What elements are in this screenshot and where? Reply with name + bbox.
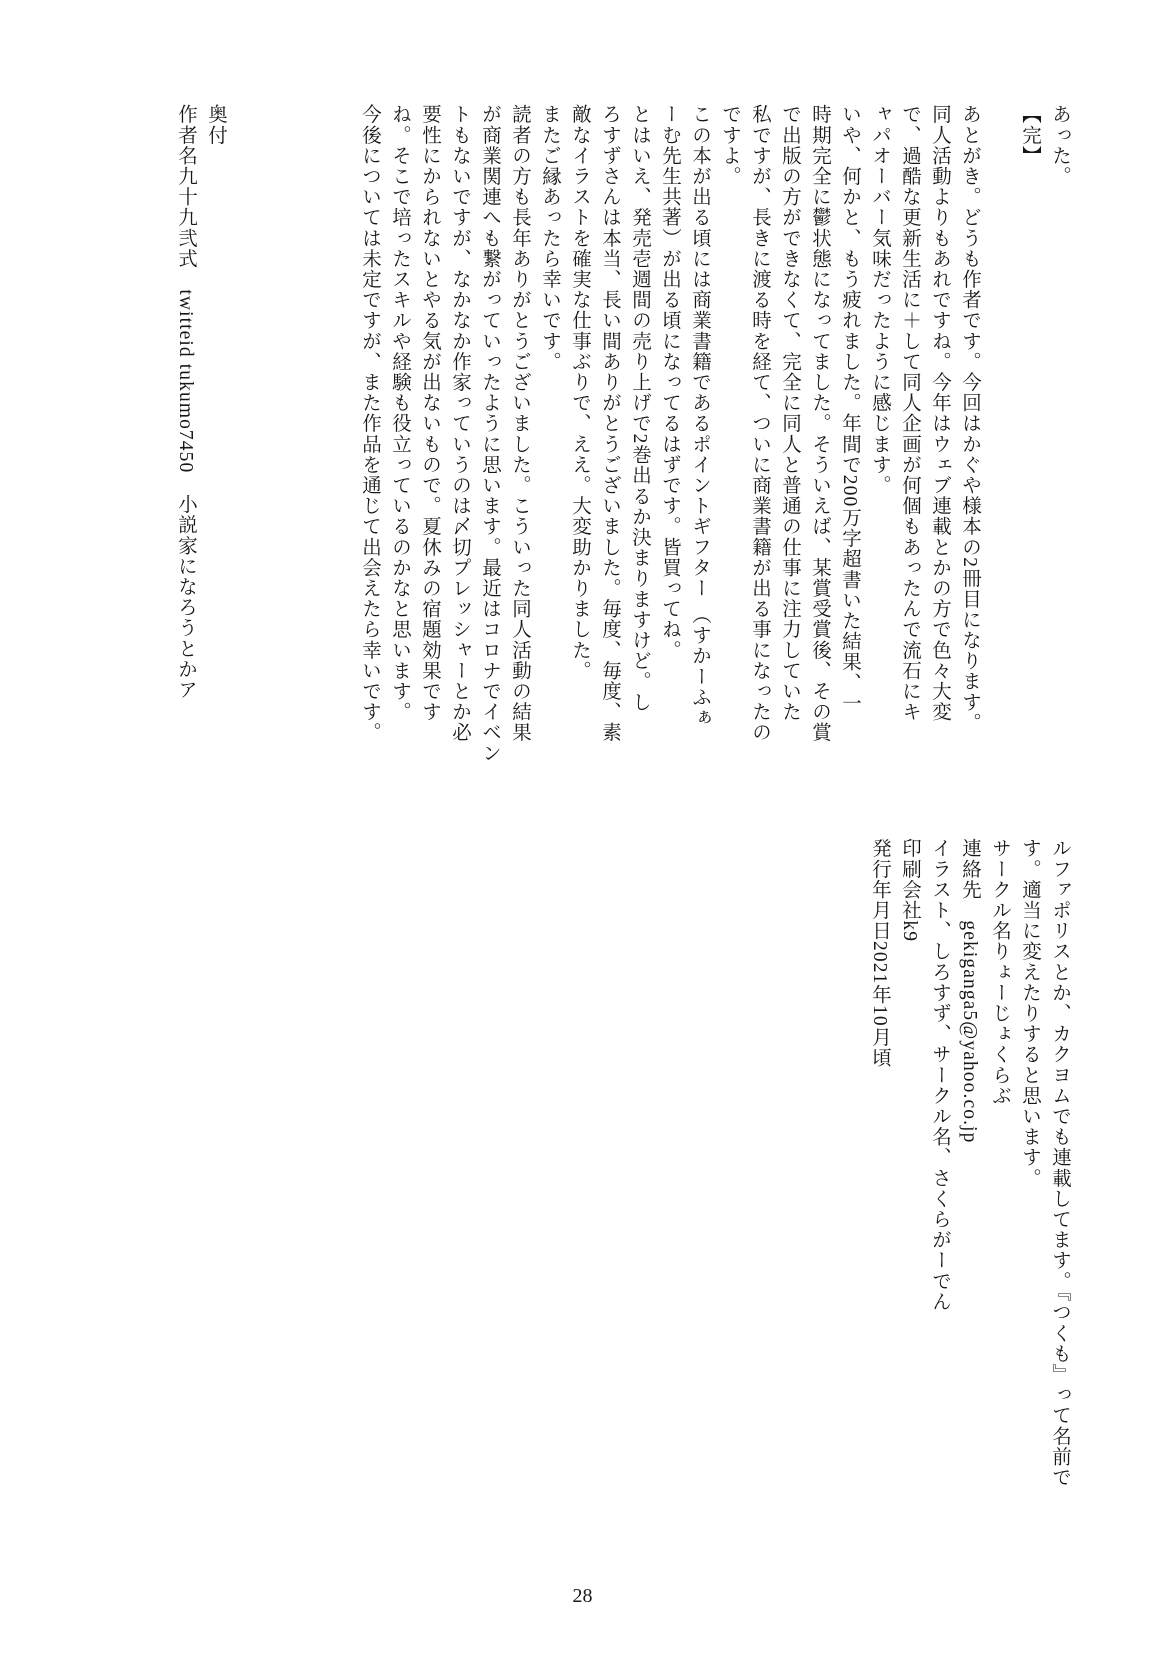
afterword-line: が商業関連へも繋がっていったように思います。最近はコロナでイベン: [479, 104, 500, 764]
colophon-line: サークル名りょーじょくらぶ: [989, 838, 1010, 1106]
author-credit-line: 作者名九十九弐式 twitteid tukumo7450 小説家になろうとかア: [175, 104, 196, 700]
afterword-line: あった。: [1049, 104, 1070, 187]
afterword-line: あとがき。どうも作者です。今回はかぐや様本の2冊目になります。: [959, 104, 980, 733]
colophon-line: す。適当に変えたりすると思います。: [1019, 838, 1040, 1189]
afterword-line: 読者の方も長年ありがとうございました。こういった同人活動の結果: [509, 104, 530, 743]
afterword-text-block: [349, 104, 1069, 804]
afterword-line: ーむ先生共著）が出る頃になってるはずです。皆買ってね。: [659, 104, 680, 661]
afterword-line: この本が出る頃には商業書籍であるポイントギフター （すかーふぁ: [689, 104, 710, 728]
afterword-line: [979, 104, 1009, 804]
author-credit-line: 奥付: [205, 104, 226, 146]
afterword-line: 時期完全に鬱状態になってました。そういえば、某賞受賞後、その賞: [809, 104, 830, 743]
afterword-line: またご縁あったら幸いです。: [539, 104, 560, 372]
afterword-line: 私ですが、長きに渡る時を経て、ついに商業書籍が出る事になったの: [749, 104, 770, 743]
colophon-line: 発行年月日2021年10月頃: [869, 838, 890, 1068]
afterword-line: 今後については未定ですが、また作品を通じて出会えたら幸いです。: [359, 104, 380, 743]
afterword-line: 【完】: [1019, 104, 1040, 166]
afterword-line: 要性にかられないとやる気が出ないもので。夏休みの宿題効果です: [419, 104, 440, 722]
afterword-line: ですよ。: [719, 104, 740, 187]
colophon-line: 連絡先 gekiganga5@yahoo.co.jp: [959, 838, 980, 1144]
afterword-line: 敵なイラストを確実な仕事ぶりで、ええ。大変助かりました。: [569, 104, 590, 681]
page-number: 28: [572, 1585, 593, 1607]
afterword-line: とはいえ、発売壱週間の売り上げで2巻出るか決まりますけど。し: [629, 104, 650, 713]
colophon-line: イラスト、しろすず、サークル名、さくらがーでん: [929, 838, 950, 1312]
afterword-line: 同人活動よりもあれですね。今年はウェブ連載とかの方で色々大変: [929, 104, 950, 722]
afterword-line: ね。そこで培ったスキルや経験も役立っているのかなと思います。: [389, 104, 410, 722]
afterword-line: ろすずさんは本当、長い間ありがとうございました。毎度、毎度、素: [599, 104, 620, 743]
afterword-line: いや、何かと、もう疲れました。年間で200万字超書いた結果、一: [839, 104, 860, 714]
colophon-text-block: [859, 838, 1070, 1488]
afterword-line: で、過酷な更新生活に＋して同人企画が何個もあったんで流石にキ: [899, 104, 920, 722]
afterword-line: ャパオーバー気味だったように感じます。: [869, 104, 890, 496]
colophon-line: 印刷会社k9: [899, 838, 920, 943]
author-credit-block: [165, 104, 225, 804]
colophon-line: ルファポリスとか、カクヨムでも連載してます。『つくも』って名前で: [1049, 838, 1070, 1488]
afterword-line: で出版の方ができなくて、完全に同人と普通の仕事に注力していた: [779, 104, 800, 722]
afterword-line: トもないですが、なかなか作家っていうのは〆切プレッシャーとか必: [449, 104, 470, 743]
